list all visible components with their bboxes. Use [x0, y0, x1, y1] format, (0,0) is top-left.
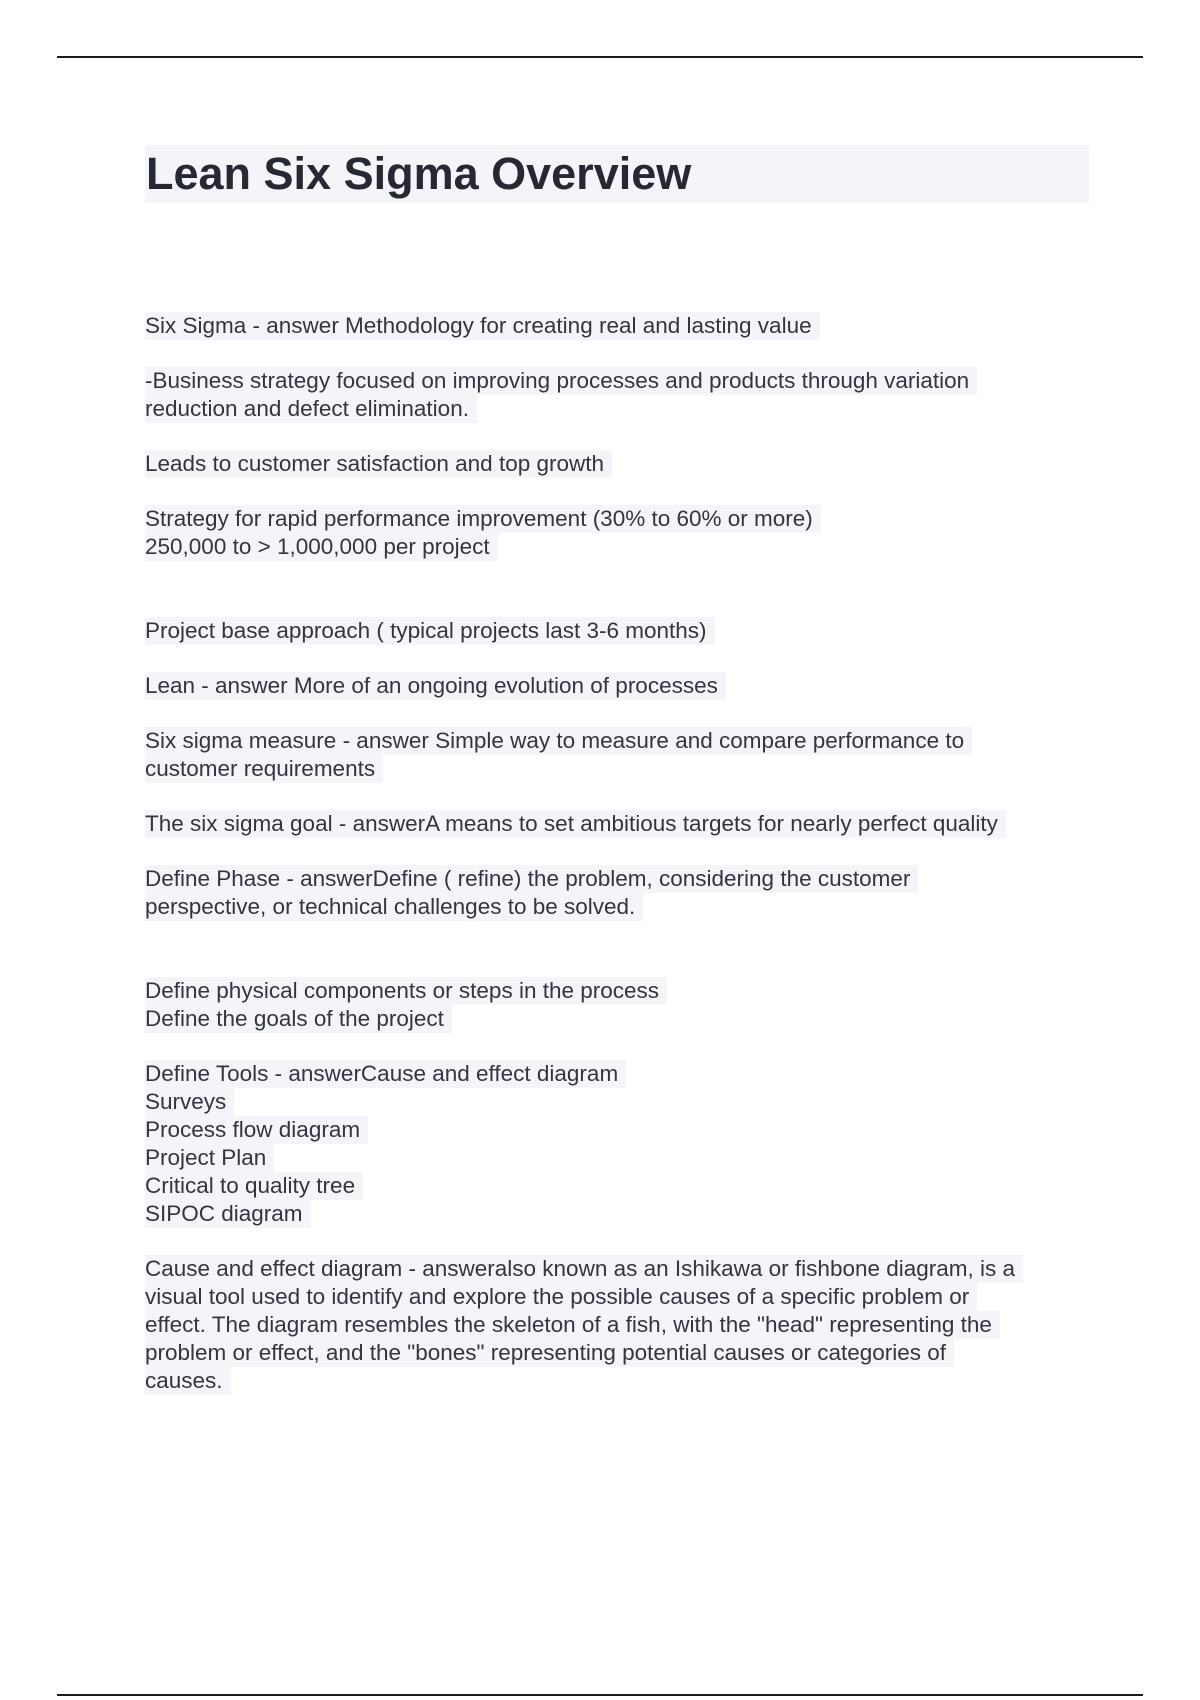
paragraph-define-components: [145, 977, 1095, 1033]
text-line: Project base approach ( typical projects last 3-6 months): [145, 617, 715, 645]
text-line: effect. The diagram resembles the skeleton of a fish, with the "head" representing the: [145, 1311, 1000, 1339]
text-line: Strategy for rapid performance improvement (30% to 60% or more): [145, 505, 821, 533]
text-line: causes.: [145, 1367, 231, 1395]
paragraph-cause-effect: [145, 1255, 1095, 1395]
text-line: Leads to customer satisfaction and top growth: [145, 450, 612, 478]
text-line: Six Sigma - answer Methodology for creating real and lasting value: [145, 312, 820, 340]
text-line: customer requirements: [145, 755, 383, 783]
text-line: Define Tools - answerCause and effect diagram: [145, 1060, 626, 1088]
text-line: Six sigma measure - answer Simple way to measure and compare performance to: [145, 727, 972, 755]
text-line: problem or effect, and the "bones" representing potential causes or categories of: [145, 1339, 954, 1367]
paragraph-performance-improvement: [145, 505, 1095, 561]
text-line: visual tool used to identify and explore the possible causes of a specific problem or: [145, 1283, 977, 1311]
text-line: Define the goals of the project: [145, 1005, 452, 1033]
paragraph-project-approach: [145, 617, 1095, 645]
document-body: [145, 312, 1095, 1422]
text-line: Surveys: [145, 1088, 234, 1116]
text-line: The six sigma goal - answerA means to set ambitious targets for nearly perfect quality: [145, 810, 1006, 838]
paragraph-customer-satisfaction: [145, 450, 1095, 478]
text-line: Process flow diagram: [145, 1116, 368, 1144]
text-line: -Business strategy focused on improving processes and products through variation: [145, 367, 977, 395]
paragraph-six-sigma: [145, 312, 1095, 340]
text-line: Critical to quality tree: [145, 1172, 363, 1200]
text-line: Define physical components or steps in the process: [145, 977, 667, 1005]
text-line: perspective, or technical challenges to be solved.: [145, 893, 643, 921]
text-line: Cause and effect diagram - answeralso known as an Ishikawa or fishbone diagram, is a: [145, 1255, 1023, 1283]
paragraph-lean: [145, 672, 1095, 700]
paragraph-define-phase: [145, 865, 1095, 921]
text-line: Lean - answer More of an ongoing evolution of processes: [145, 672, 726, 700]
page-title: Lean Six Sigma Overview: [146, 148, 692, 199]
text-line: reduction and defect elimination.: [145, 395, 477, 423]
text-line: Project Plan: [145, 1144, 274, 1172]
paragraph-define-tools: [145, 1060, 1095, 1228]
text-line: 250,000 to > 1,000,000 per project: [145, 533, 498, 561]
paragraph-six-sigma-measure: [145, 727, 1095, 783]
top-rule: [57, 56, 1143, 58]
text-line: SIPOC diagram: [145, 1200, 311, 1228]
bottom-rule: [57, 1694, 1143, 1696]
text-line: Define Phase - answerDefine ( refine) the problem, considering the customer: [145, 865, 918, 893]
paragraph-business-strategy: [145, 367, 1095, 423]
paragraph-six-sigma-goal: [145, 810, 1095, 838]
